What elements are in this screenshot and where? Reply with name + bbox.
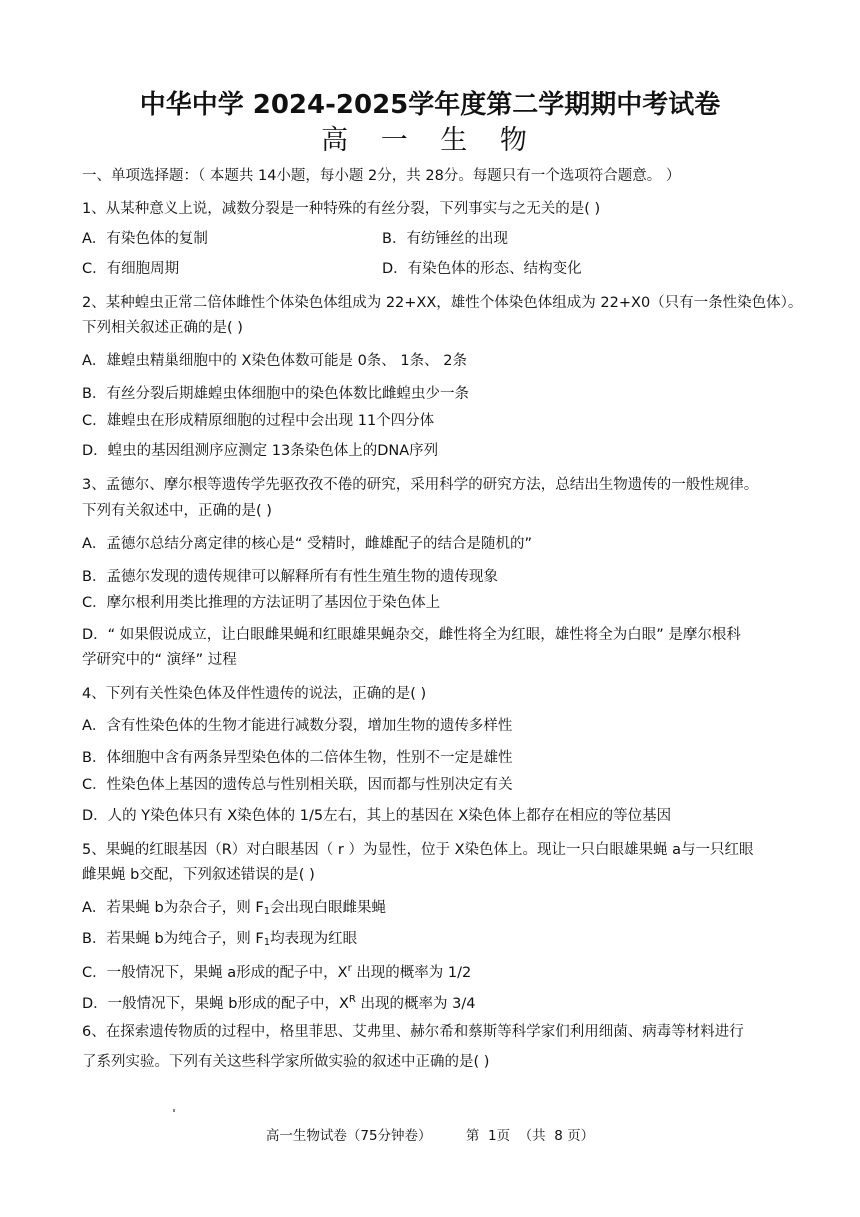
exam-subject: 高 一 生 物 (321, 125, 539, 156)
subscript: 1 (263, 906, 271, 917)
question-1-option-c: C．有细胞周期 (82, 261, 180, 277)
question-4-option-b: B．体细胞中含有两条异型染色体的二倍体生物，性别不一定是雄性 (82, 750, 513, 766)
question-2-stem-line2: 下列相关叙述正确的是( ) (82, 320, 243, 336)
stray-mark (173, 1109, 175, 1112)
question-3-option-c: C．摩尔根利用类比推理的方法证明了基因位于染色体上 (82, 595, 441, 611)
question-2-option-d: D．蝗虫的基因组测序应测定 13条染色体上的DNA序列 (82, 443, 439, 459)
question-5-option-d (82, 990, 782, 1014)
question-6-stem-line1: 6、在探索遗传物质的过程中，格里菲思、艾弗里、赫尔希和蔡斯等科学家们利用细菌、病毒等材料进行 (82, 1024, 744, 1040)
question-1-option-a: A．有染色体的复制 (82, 231, 208, 247)
question-3-option-d-line2: 学研究中的“ 演绎” 过程 (82, 652, 237, 668)
question-1-option-d: D．有染色体的形态、结构变化 (382, 261, 582, 277)
question-2-option-a: A．雄蝗虫精巢细胞中的 X染色体数可能是 0条、 1条、 2条 (82, 353, 467, 369)
question-3-option-d-line1: D．“ 如果假说成立，让白眼雌果蝇和红眼雄果蝇杂交，雌性将全为红眼，雄性将全为白眼” 是摩尔根科 (82, 627, 741, 643)
footer-exam-info: 高一生物试卷（75分钟卷） (265, 1128, 432, 1144)
question-5-option-c-text: C．一般情况下，果蝇 a形成的配子中，X (82, 965, 348, 981)
question-3-stem-line2: 下列有关叙述中，正确的是( ) (82, 503, 272, 519)
superscript: r (347, 963, 352, 974)
question-1-stem: 1、从某种意义上说，减数分裂是一种特殊的有丝分裂，下列事实与之无关的是( ) (82, 201, 601, 217)
question-2-option-b: B．有丝分裂后期雄蝗虫体细胞中的染色体数比雌蝗虫少一条 (82, 386, 469, 402)
question-4-stem: 4、下列有关性染色体及伴性遗传的说法，正确的是( ) (82, 686, 427, 702)
question-5-option-c-text-end: 出现的概率为 1/2 (351, 965, 472, 981)
question-5-option-d-text: D．一般情况下，果蝇 b形成的配子中，X (82, 996, 349, 1012)
superscript: R (348, 994, 356, 1005)
subscript: 1 (263, 937, 271, 948)
question-5-option-a-text: A．若果蝇 b为杂合子，则 F (82, 900, 264, 916)
question-3-option-b: B．孟德尔发现的遗传规律可以解释所有有性生殖生物的遗传现象 (82, 569, 498, 585)
question-3-option-a: A．孟德尔总结分离定律的核心是“ 受精时，雌雄配子的结合是随机的” (82, 536, 533, 552)
footer-page-number: 第 1页 （共 8 页） (465, 1128, 595, 1144)
question-1-option-b: B．有纺锤丝的出现 (382, 231, 508, 247)
exam-title: 中华中学 2024-2025学年度第二学期期中考试卷 (139, 90, 721, 120)
question-5-option-b-text: B．若果蝇 b为纯合子，则 F (82, 931, 264, 947)
question-5-option-a-text-end: 会出现白眼雌果蝇 (270, 900, 387, 916)
section-heading: 一、单项选择题：（ 本题共 14小题，每小题 2分，共 28分。每题只有一个选项符合题意。 ） (82, 168, 681, 184)
question-4-option-d: D．人的 Y染色体只有 X染色体的 1/5左右，其上的基因在 X染色体上都存在相应的等位基因 (82, 808, 672, 824)
question-6-stem-line2: 了系列实验。下列有关这些科学家所做实验的叙述中正确的是( ) (82, 1054, 490, 1070)
question-5-stem-line1: 5、果蝇的红眼基因（R）对白眼基因（ r ）为显性，位于 X染色体上。现让一只白眼雄果蝇 a与一只红眼 (82, 842, 754, 858)
question-3-stem-line1: 3、孟德尔、摩尔根等遗传学先驱孜孜不倦的研究，采用科学的研究方法，总结出生物遗传的一般性规律。 (82, 477, 759, 493)
question-5-option-b (82, 929, 782, 953)
question-5-stem-line2: 雌果蝇 b交配，下列叙述错误的是( ) (82, 867, 315, 883)
question-5-option-a (82, 898, 782, 922)
question-2-option-c: C．雄蝗虫在形成精原细胞的过程中会出现 11个四分体 (82, 413, 435, 429)
question-4-option-a: A．含有性染色体的生物才能进行减数分裂，增加生物的遗传多样性 (82, 718, 513, 734)
page-footer (0, 1124, 860, 1144)
question-5-option-b-text-end: 均表现为红眼 (270, 931, 358, 947)
question-2-stem-line1: 2、某种蝗虫正常二倍体雌性个体染色体组成为 22+XX，雄性个体染色体组成为 22+X0（只有一条性染色体）。 (82, 295, 803, 311)
question-4-option-c: C．性染色体上基因的遗传总与性别相关联，因而都与性别决定有关 (82, 777, 513, 793)
question-5-option-d-text-end: 出现的概率为 3/4 (355, 996, 476, 1012)
question-5-option-c (82, 959, 782, 983)
